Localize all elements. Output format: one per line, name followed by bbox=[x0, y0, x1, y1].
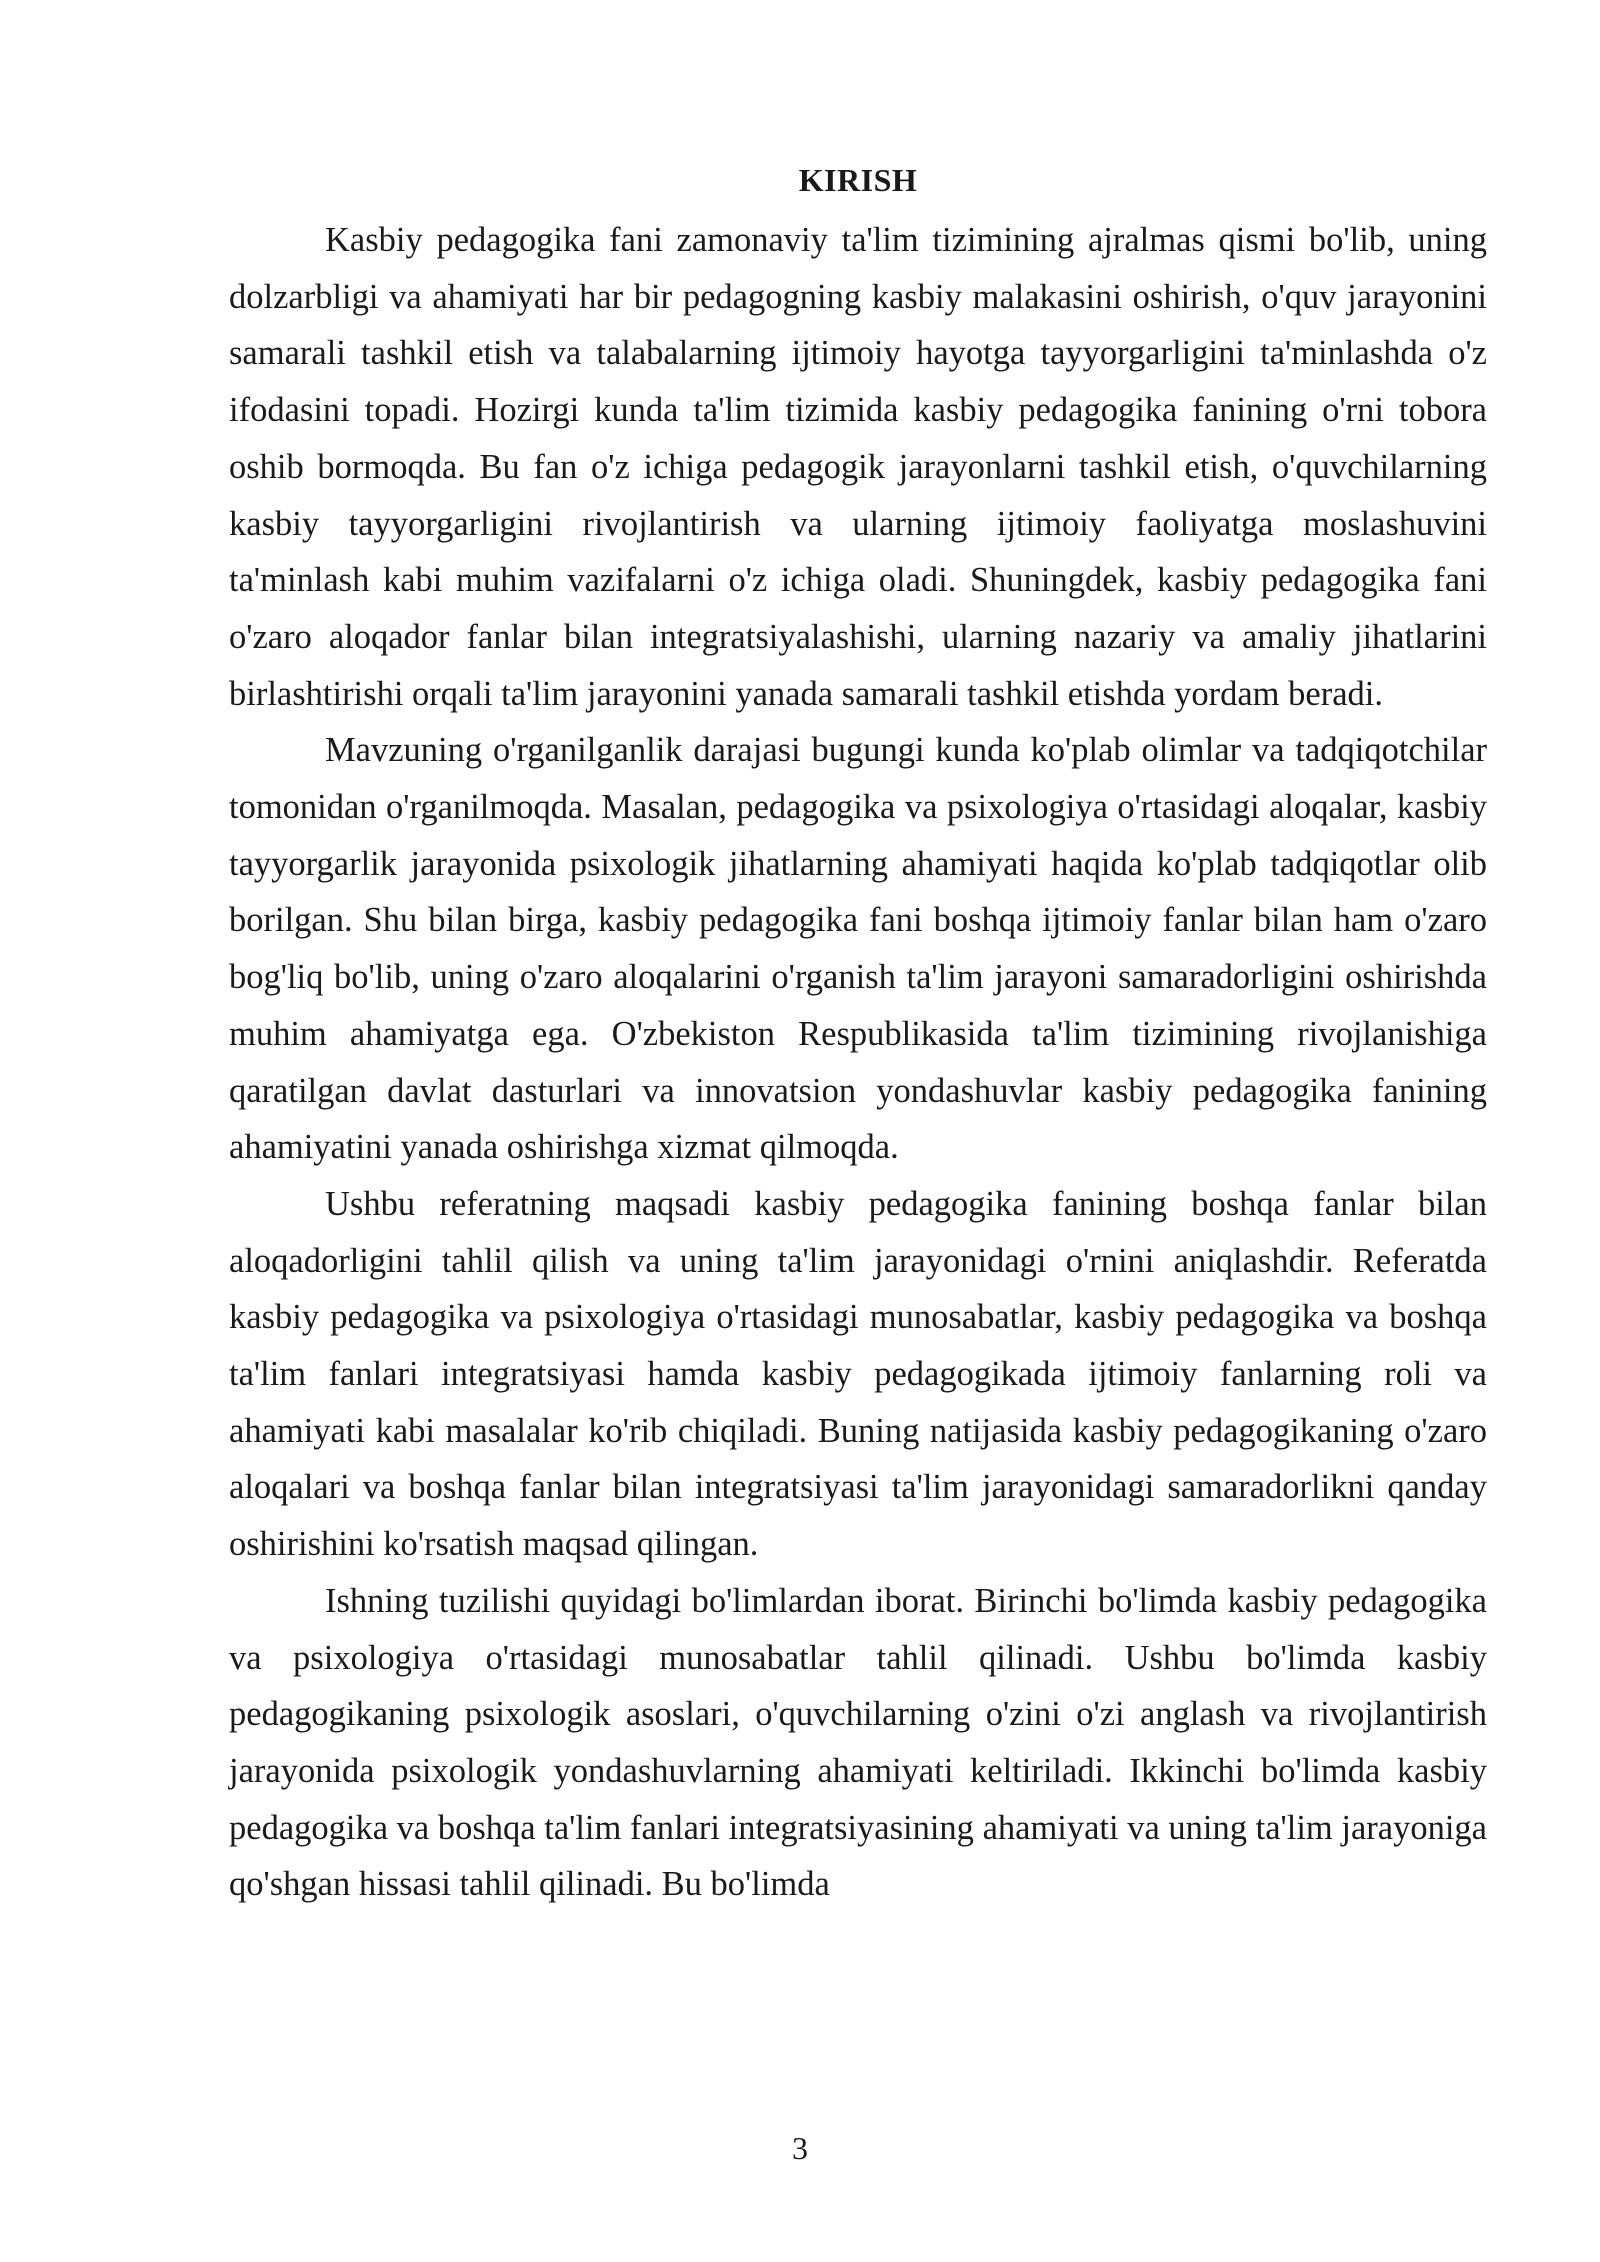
paragraph-study-degree: Mavzuning o'rganilganlik darajasi bugungi kunda ko'plab olimlar va tadqiqotchilar tomonidan o'rganilmoqda. Masalan, pedagogika va psixologiya o'rtasidagi aloqalar, kasbiy tayyorgarlik jarayonida psixologik jihatlarning ahamiyati haqida ko'plab tadqiqotlar olib borilgan. Shu bilan birga, kasbiy pedagogika fani boshqa ijtimoiy fanlar bilan ham o'zaro bog'liq bo'lib, uning o'zaro aloqalarini o'rganish ta'lim jarayoni samaradorligini oshirishda muhim ahamiyatga ega. O'zbekiston Respublikasida ta'lim tizimining rivojlanishiga qaratilgan davlat dasturlari va innovatsion yondashuvlar kasbiy pedagogika fanining ahamiyatini yanada oshirishga xizmat qilmoqda. bbox=[229, 731, 1487, 1167]
paragraph-goal: Ushbu referatning maqsadi kasbiy pedagogika fanining boshqa fanlar bilan aloqadorligini tahlil qilish va uning ta'lim jarayonidagi o'rnini aniqlashdir. Referatda kasbiy pedagogika va psixologiya o'rtasidagi munosabatlar, kasbiy pedagogika va boshqa ta'lim fanlari integratsiyasi hamda kasbiy pedagogikada ijtimoiy fanlarning roli va ahamiyati kabi masalalar ko'rib chiqiladi. Buning natijasida kasbiy pedagogikaning o'zaro aloqalari va boshqa fanlar bilan integratsiyasi ta'lim jarayonidagi samaradorlikni qanday oshirishini ko'rsatish maqsad qilingan. bbox=[229, 1184, 1487, 1564]
paragraph-relevance: Kasbiy pedagogika fani zamonaviy ta'lim tizimining ajralmas qismi bo'lib, uning dolzarbligi va ahamiyati har bir pedagogning kasbiy malakasini oshirish, o'quv jarayonini samarali tashkil etish va talabalarning ijtimoiy hayotga tayyorgarligini ta'minlashda o'z ifodasini topadi. Hozirgi kunda ta'lim tizimida kasbiy pedagogika fanining o'rni tobora oshib bormoqda. Bu fan o'z ichiga pedagogik jarayonlarni tashkil etish, o'quvchilarning kasbiy tayyorgarligini rivojlantirish va ularning ijtimoiy faoliyatga moslashuvini ta'minlash kabi muhim vazifalarni o'z ichiga oladi. Shuningdek, kasbiy pedagogika fani o'zaro aloqador fanlar bilan integratsiyalashishi, ularning nazariy va amaliy jihatlarini birlashtirishi orqali ta'lim jarayonini yanada samarali tashkil etishda yordam beradi. bbox=[229, 221, 1487, 713]
section-title: KIRISH bbox=[798, 162, 918, 198]
paragraph-structure: Ishning tuzilishi quyidagi bo'limlardan iborat. Birinchi bo'limda kasbiy pedagogika va psixologiya o'rtasidagi munosabatlar tahlil qilinadi. Ushbu bo'limda kasbiy pedagogikaning psixologik asoslari, o'quvchilarning o'zini o'zi anglash va rivojlantirish jarayonida psixologik yondashuvlarning ahamiyati keltiriladi. Ikkinchi bo'limda kasbiy pedagogika va boshqa ta'lim fanlari integratsiyasining ahamiyati va uning ta'lim jarayoniga qo'shgan hissasi tahlil qilinadi. Bu bo'limda bbox=[229, 1581, 1487, 1904]
page-number: 3 bbox=[792, 2130, 808, 2166]
page-content bbox=[229, 160, 1487, 1913]
